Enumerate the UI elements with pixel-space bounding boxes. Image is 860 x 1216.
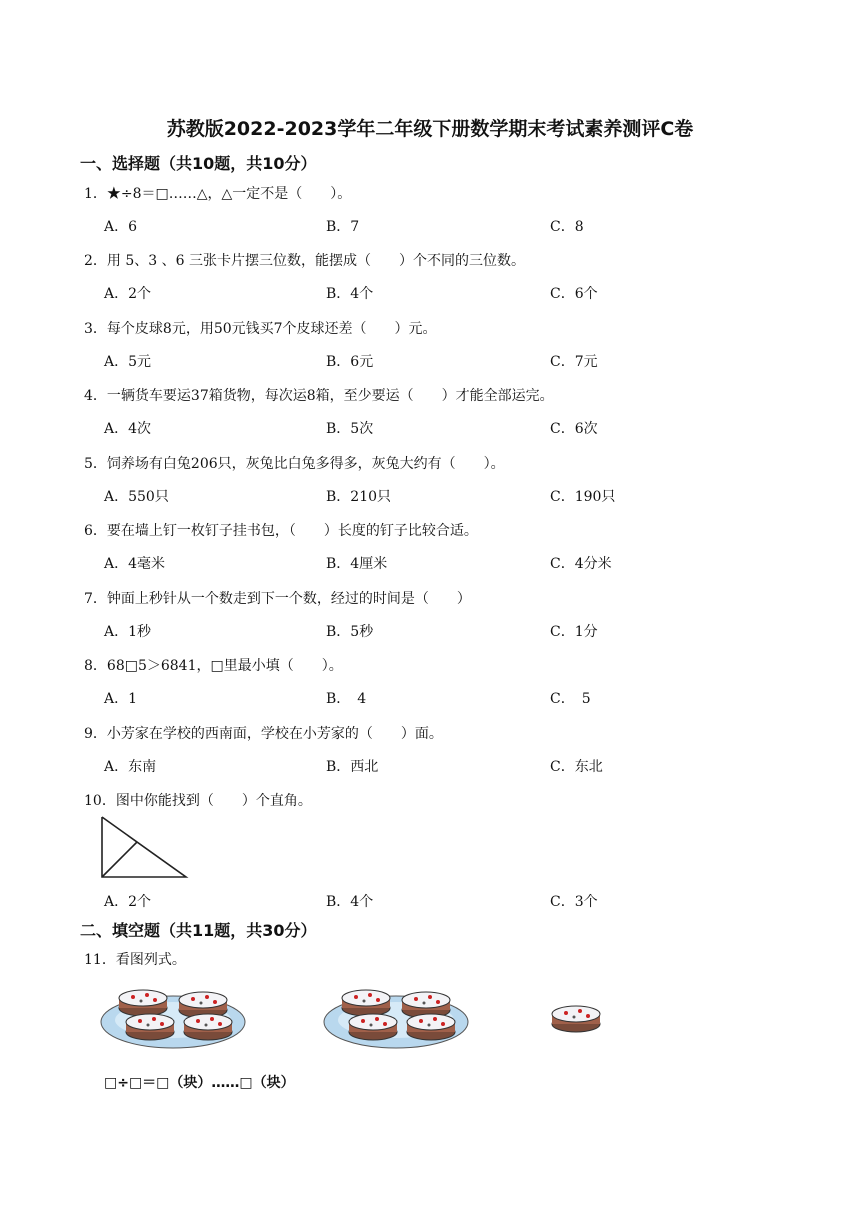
option-c: C．1分 [550,624,598,640]
option-b: B．4个 [326,286,374,302]
question-stem: 4．一辆货车要运37箱货物，每次运8箱，至少要运（ ）才能全部运完。 [84,388,554,404]
option-c: C．6次 [550,421,598,437]
section-heading-choice: 一、选择题（共10题，共10分） [80,154,317,173]
option-a: A．1 [104,691,138,707]
option-b: B．210只 [326,489,392,505]
option-a: A．2个 [104,894,152,910]
cake-plates-illustration [98,980,618,1060]
option-c: C．4分米 [550,556,612,572]
option-a: A．550只 [104,489,169,505]
option-a: A．东南 [104,759,157,775]
option-b: B． 4 [326,691,367,707]
question-stem: 6．要在墙上钉一枚钉子挂书包，（ ）长度的钉子比较合适。 [84,523,478,539]
option-b: B．5秒 [326,624,374,640]
question-stem: 8．68□5＞6841，□里最小填（ ）。 [84,658,343,674]
option-b: B．5次 [326,421,374,437]
option-a: A．5元 [104,354,152,370]
option-c: C．8 [550,219,584,235]
option-c: C．东北 [550,759,603,775]
option-a: A．2个 [104,286,152,302]
question-stem: 10．图中你能找到（ ）个直角。 [84,793,312,809]
option-a: A．1秒 [104,624,152,640]
question-stem: 3．每个皮球8元，用50元钱买7个皮球还差（ ）元。 [84,321,437,337]
question-stem: 2．用 5、3 、6 三张卡片摆三位数，能摆成（ ）个不同的三位数。 [84,253,525,269]
question-stem: 9．小芳家在学校的西南面，学校在小芳家的（ ）面。 [84,726,443,742]
right-triangle-figure [100,815,190,880]
option-b: B．4个 [326,894,374,910]
option-a: A．4次 [104,421,152,437]
option-a: A．6 [104,219,138,235]
question-stem: 11．看图列式。 [84,952,186,968]
section-heading-fill: 二、填空题（共11题，共30分） [80,921,317,940]
formula-template: □÷□＝□（块）……□（块） [104,1075,295,1091]
option-a: A．4毫米 [104,556,166,572]
question-stem: 7．钟面上秒针从一个数走到下一个数，经过的时间是（ ） [84,591,471,607]
option-c: C．190只 [550,489,616,505]
option-b: B．4厘米 [326,556,388,572]
option-b: B．西北 [326,759,379,775]
question-stem: 1．★÷8＝□……△，△一定不是（ ）。 [84,186,352,202]
option-b: B．6元 [326,354,374,370]
option-c: C．6个 [550,286,598,302]
option-c: C．3个 [550,894,598,910]
option-c: C． 5 [550,691,591,707]
option-b: B．7 [326,219,360,235]
page-title: 苏教版2022-2023学年二年级下册数学期末考试素养测评C卷 [166,118,694,140]
question-stem: 5．饲养场有白兔206只，灰兔比白兔多得多，灰兔大约有（ ）。 [84,456,505,472]
option-c: C．7元 [550,354,598,370]
